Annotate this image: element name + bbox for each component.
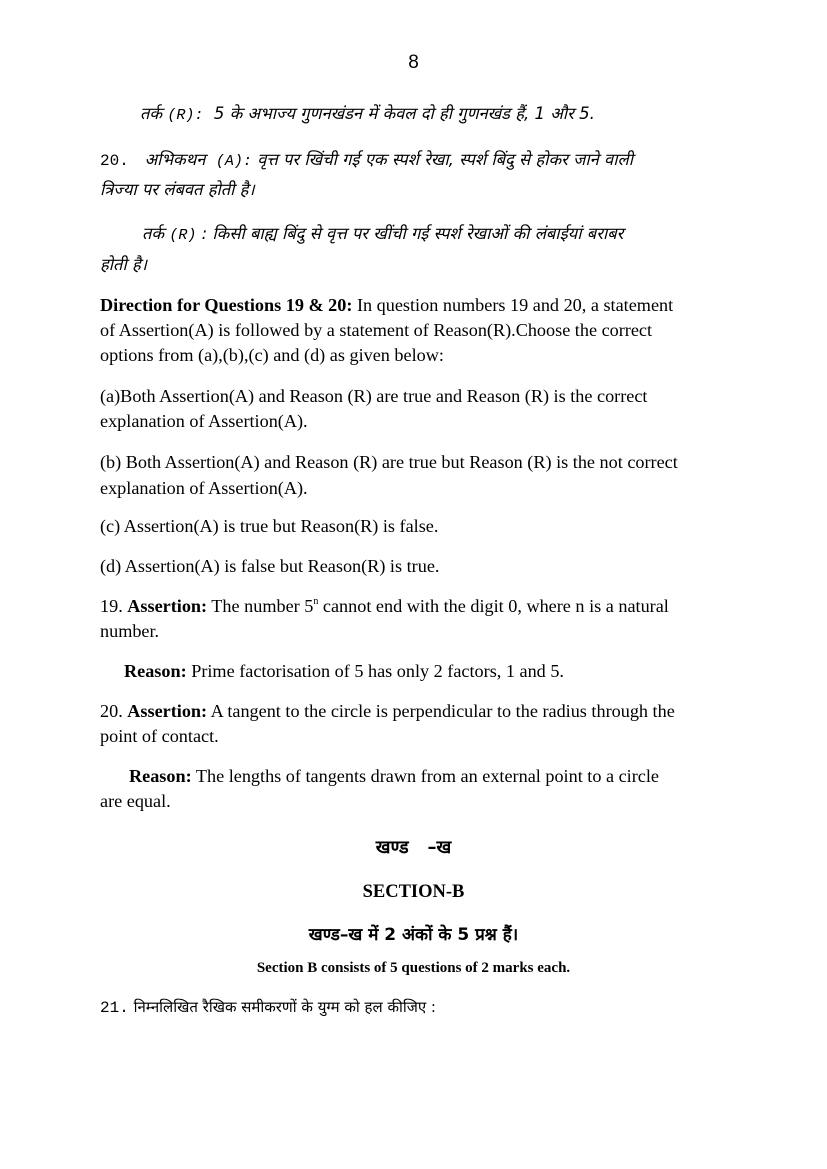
hindi-q20-reason-label: तर्क <box>142 224 165 243</box>
hindi-q20-assertion-label: अभिकथन <box>144 150 206 169</box>
hindi-q20-reason-line2: होती है। <box>100 255 147 274</box>
page-number: 8 <box>408 52 419 73</box>
q20-reason-line2: are equal. <box>100 791 171 811</box>
q21 <box>100 997 436 1017</box>
section-b-hindi-title: खण्ड –ख <box>375 837 452 858</box>
direction-line1 <box>100 293 673 318</box>
q19-assertion-line2: number. <box>100 621 160 641</box>
q21-number: 21. <box>100 999 129 1017</box>
q21-text: निम्नलिखित रैखिक समीकरणों के युग्म को हल कीजिए : <box>128 998 436 1016</box>
direction-line3: options from (a),(b),(c) and (d) as given below: <box>100 345 444 365</box>
hindi-q20-assertion-tag: (A): <box>215 153 252 170</box>
section-b-title: SECTION-B <box>362 882 465 902</box>
q19-assertion-line1 <box>100 594 669 619</box>
q20-assertion-line2: point of contact. <box>100 726 219 746</box>
hindi-q19-reason <box>140 103 595 127</box>
hindi-q20-assertion-line1 <box>100 149 633 173</box>
q20-reason-line1 <box>129 764 659 789</box>
q19-reason-text: Prime factorisation of 5 has only 2 factors, 1 and 5. <box>186 661 564 681</box>
hindi-q20-reason-line1 <box>142 223 623 247</box>
hindi-q20-assertion-line2: त्रिज्या पर लंबवत होती है। <box>100 180 255 199</box>
q20-reason-label: Reason: <box>129 766 192 786</box>
q19-assertion-pre: The number 5 <box>207 596 314 616</box>
q20-assertion-line1 <box>100 699 675 724</box>
hindi-q19-reason-tag: (R): <box>167 107 204 124</box>
direction-line2: of Assertion(A) is followed by a statement of Reason(R).Choose the correct <box>100 320 653 340</box>
hindi-q19-reason-text: 5 के अभाज्य गुणनखंडन में केवल दो ही गुणनखंड हैं, 1 और 5. <box>213 104 595 123</box>
section-b-hindi-subtitle: खण्ड–ख में 2 अंकों के 5 प्रश्न हैं। <box>308 925 519 945</box>
q19-assertion-label: Assertion: <box>127 596 208 616</box>
q20-reason-text1: The lengths of tangents drawn from an external point to a circle <box>191 766 659 786</box>
q19-exponent: n <box>313 596 319 607</box>
option-b-line2: explanation of Assertion(A). <box>100 478 308 498</box>
direction-text1: In question numbers 19 and 20, a statement <box>352 295 674 315</box>
q19-assertion-post: cannot end with the digit 0, where n is a natural <box>318 596 669 616</box>
section-b-subtitle: Section B consists of 5 questions of 2 marks each. <box>256 960 571 976</box>
q20-assertion-label: Assertion: <box>127 701 208 721</box>
q19-reason-label: Reason: <box>124 661 187 681</box>
option-a-line1: (a)Both Assertion(A) and Reason (R) are true and Reason (R) is the correct <box>100 386 648 406</box>
option-d: (d) Assertion(A) is false but Reason(R) is true. <box>100 556 440 576</box>
hindi-q20-assertion-text1: वृत्त पर खिंची गई एक स्पर्श रेखा, स्पर्श बिंदु से होकर जाने वाली <box>257 150 633 169</box>
option-a-line2: explanation of Assertion(A). <box>100 411 308 431</box>
option-c: (c) Assertion(A) is true but Reason(R) is false. <box>100 516 439 536</box>
q20-assertion-text1: A tangent to the circle is perpendicular to the radius through the <box>207 701 675 721</box>
hindi-q20-number: 20. <box>100 152 129 170</box>
option-b-line1: (b) Both Assertion(A) and Reason (R) are true but Reason (R) is the not correct <box>100 452 678 472</box>
hindi-q19-reason-label: तर्क <box>140 104 163 123</box>
q19-number: 19. <box>100 596 128 616</box>
direction-label: Direction for Questions 19 & 20: <box>100 295 353 315</box>
q19-reason <box>124 659 564 684</box>
hindi-q20-reason-tag: (R) <box>169 227 197 244</box>
q20-number: 20. <box>100 701 128 721</box>
hindi-q20-reason-text1: : किसी बाह्य बिंदु से वृत्त पर खींची गई स्पर्श रेखाओं की लंबाईयां बराबर <box>201 224 624 243</box>
